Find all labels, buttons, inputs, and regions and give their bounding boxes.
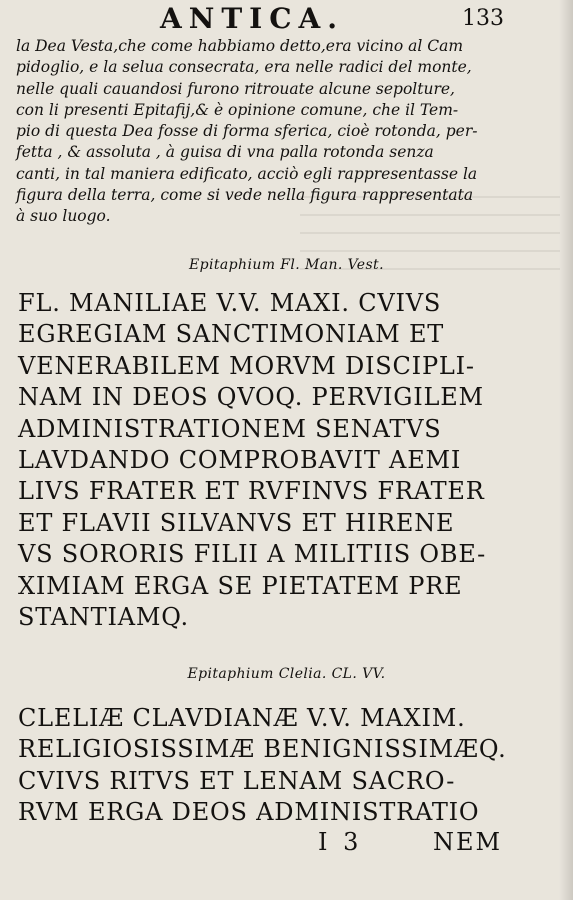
- body-line: nelle quali cauandosi furono ritrouate alcune sepolture,: [16, 79, 455, 98]
- body-line: figura della terra, come si vede nella figura rappresentata: [16, 186, 474, 205]
- inscription-line: LAVDANDO COMPROBAVIT AEMI: [18, 446, 462, 475]
- body-line: pidoglio, e la selua consecrata, era nelle radici del monte,: [16, 58, 472, 77]
- body-line: fetta , & assoluta , à guisa di vna palla rotonda senza: [16, 143, 434, 162]
- body-line: à suo luogo.: [16, 207, 111, 226]
- epitaph-caption: Epitaphium Fl. Man. Vest.: [189, 257, 384, 273]
- inscription-line: EGREGIAM SANCTIMONIAM ET: [18, 320, 445, 349]
- epitaph-caption: Epitaphium Clelia. CL. VV.: [187, 666, 386, 682]
- inscription-line: VENERABILEM MORVM DISCIPLI-: [18, 351, 475, 380]
- inscription-line: XIMIAM ERGA SE PIETATEM PRE: [18, 571, 463, 600]
- inscription-line: ET FLAVII SILVANVS ET HIRENE: [18, 508, 455, 537]
- page-number: 133: [462, 6, 504, 31]
- inscription-line: RELIGIOSISSIMÆ BENIGNISSIMÆQ.: [18, 735, 507, 764]
- inscription-line: RVM ERGA DEOS ADMINISTRATIO: [18, 798, 480, 827]
- epitaph-inscription: [18, 703, 548, 829]
- inscription-line: STANTIAMQ.: [18, 603, 189, 632]
- page-footer: [0, 828, 573, 858]
- inscription-line: ADMINISTRATIONEM SENATVS: [18, 414, 442, 443]
- inscription-line: NAM IN DEOS QVOQ. PERVIGILEM: [18, 383, 484, 412]
- signature-mark: I 3: [318, 828, 363, 856]
- body-line: con li presenti Epitafij,& è opinione comune, che il Tem-: [16, 100, 459, 119]
- inscription-line: FL. MANILIAE V.V. MAXI. CVIVS: [18, 289, 442, 317]
- page-header: [0, 2, 573, 36]
- body-line: canti, in tal maniera edificato, acciò egli rappresentasse la: [16, 164, 478, 183]
- catchword: NEM: [433, 828, 503, 856]
- inscription-line: LIVS FRATER ET RVFINVS FRATER: [18, 477, 485, 506]
- page-edge-shadow: [559, 0, 573, 900]
- inscription-line: CLELIÆ CLAVDIANÆ V.V. MAXIM.: [18, 704, 466, 732]
- body-line: la Dea Vesta,che come habbiamo detto,era vicino al Cam: [16, 37, 464, 55]
- epitaph-inscription: [18, 288, 548, 633]
- inscription-line: VS SORORIS FILII A MILITIIS OBE-: [18, 540, 487, 569]
- body-line: pio di questa Dea fosse di forma sferica, cioè rotonda, per-: [16, 122, 478, 141]
- running-title: ANTICA.: [160, 2, 345, 35]
- body-paragraph: [16, 36, 536, 228]
- inscription-line: CVIVS RITVS ET LENAM SACRO-: [18, 766, 456, 795]
